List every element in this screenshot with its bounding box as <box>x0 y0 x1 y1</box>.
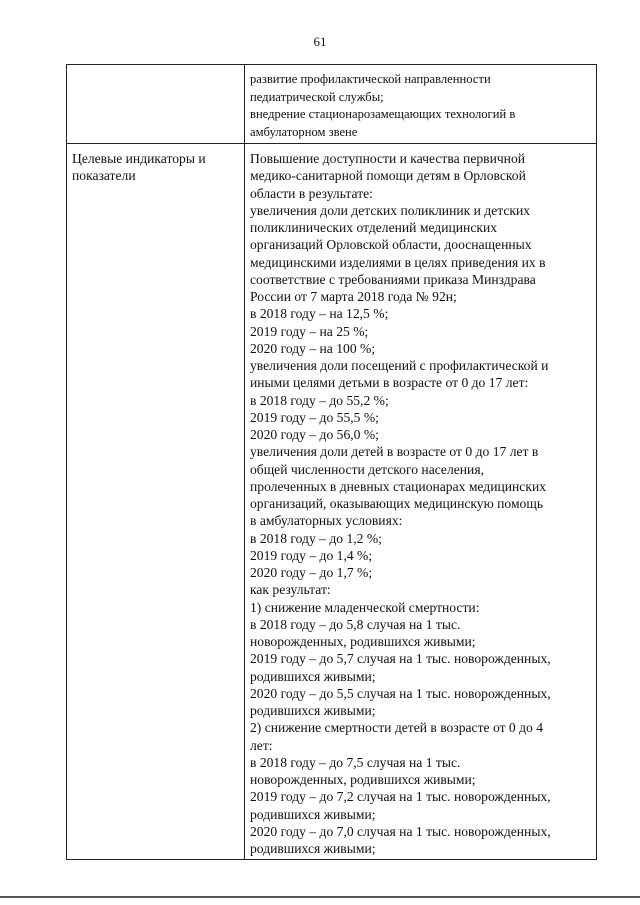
page-number: 61 <box>313 34 327 49</box>
row-content-cell <box>245 144 597 860</box>
table-row <box>67 144 597 860</box>
row-label-cell <box>67 65 245 144</box>
row-content-cell <box>245 65 597 144</box>
table-row <box>67 65 597 144</box>
row-content: Повышение доступности и качества первичной медико-санитарной помощи детям в Орловской области в результате: увеличения доли детских поликлиник и детских поликлинических отделений медицинских организаций Орловской области, дооснащенных медицинскими изделиями в целях приведения их в соответствие с требованиями приказа Минздрава России от 7 марта 2018 года № 92н; в 2018 году – на 12,5 %; 2019 году – на 25 %; 2020 году – на 100 %; увеличения доли посещений с профилактической и иными целями детьми в возрасте от 0 до 17 лет: в 2018 году – до 55,2 %; 2019 году – до 55,5 %; 2020 году – до 56,0 %; увеличения доли детей в возрасте от 0 до 17 лет в общей численности детского населения, пролеченных в дневных стационарах медицинских организаций, оказывающих медицинскую помощь в амбулаторных условиях: в 2018 году – до 1,2 %; 2019 году – до 1,4 %; 2020 году – до 1,7 %; как результат: 1) снижение младенческой смертности: в 2018 году – до 5,8 случая на 1 тыс. новорожденных, родившихся живыми; 2019 году – до 5,7 случая на 1 тыс. новорожденных, родившихся живыми; 2020 году – до 5,5 случая на 1 тыс. новорожденных, родившихся живыми; 2) снижение смертности детей в возрасте от 0 до 4 лет: в 2018 году – до 7,5 случая на 1 тыс. новорожденных, родившихся живыми; 2019 году – до 7,2 случая на 1 тыс. новорожденных, родившихся живыми; 2020 году – до 7,0 случая на 1 тыс. новорожденных, родившихся живыми; <box>250 151 551 856</box>
bottom-scan-edge <box>0 896 640 898</box>
row-content: развитие профилактической направленности педиатрической службы; внедрение стационарозамещающих технологий в амбулаторном звене <box>250 72 516 139</box>
row-label: Целевые индикаторы и показатели <box>72 151 206 184</box>
row-label <box>72 67 240 71</box>
row-label-cell <box>67 144 245 860</box>
passport-table <box>66 64 597 860</box>
